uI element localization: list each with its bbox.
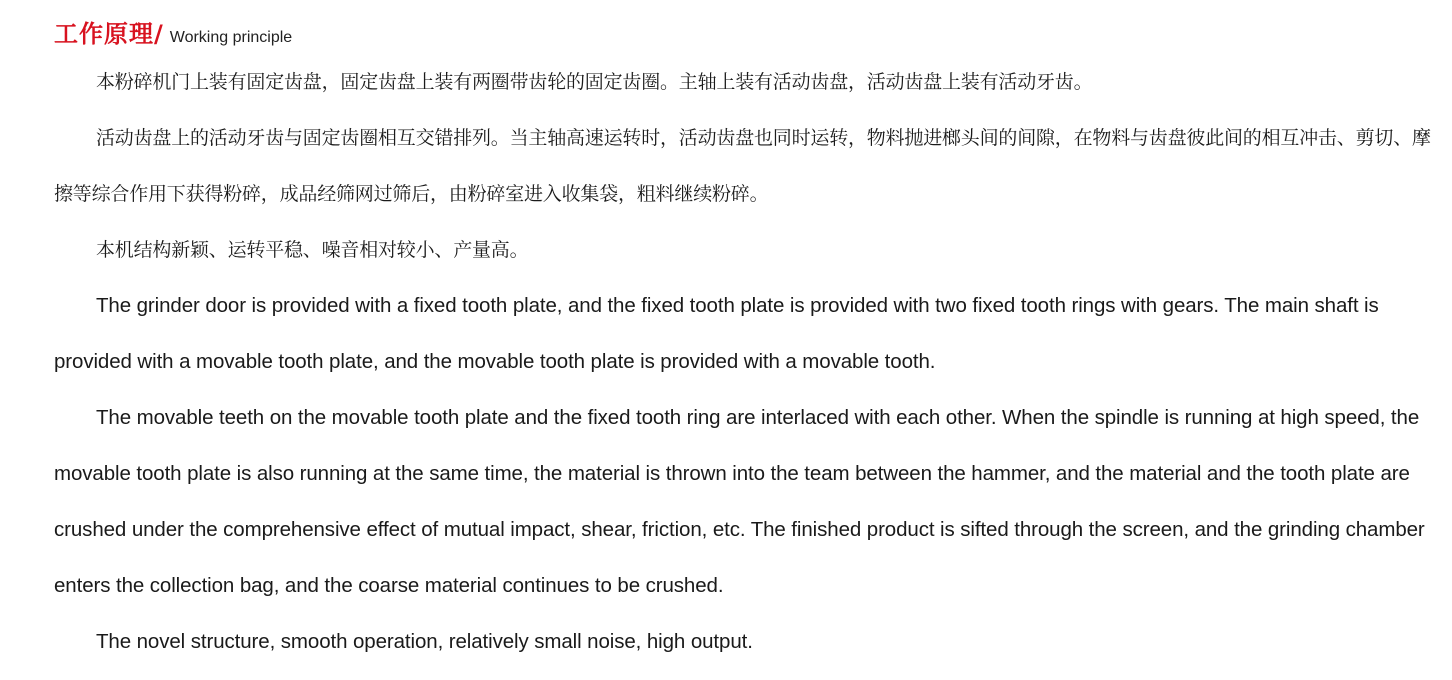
paragraph-cn-1: 本粉碎机门上装有固定齿盘，固定齿盘上装有两圈带齿轮的固定齿圈。主轴上装有活动齿盘，活动齿盘上装有活动牙齿。 (96, 71, 1093, 93)
heading-english: Working principle (169, 29, 293, 46)
content-section (54, 14, 1434, 670)
paragraph-cn-3: 本机结构新颖、运转平稳、噪音相对较小、产量高。 (96, 239, 529, 261)
heading-chinese: 工作原理/ (54, 20, 164, 48)
paragraph-en-2: The movable teeth on the movable tooth plate and the fixed tooth ring are interlaced with each other. When the spindle is running at high speed, the movable tooth plate is also running at the same time, the material is thrown into the team between the hammer, and the material and the tooth plate are crushed under the comprehensive effect of mutual impact, shear, friction, etc. The finished product is sifted through the screen, and the grinding chamber enters the collection bag, and the coarse material continues to be crushed. (54, 406, 1425, 597)
paragraph-en-1: The grinder door is provided with a fixed tooth plate, and the fixed tooth plate is provided with two fixed tooth rings with gears. The main shaft is provided with a movable tooth plate, and the movable tooth plate is provided with a movable tooth. (54, 294, 1379, 373)
paragraph-en-3: The novel structure, smooth operation, relatively small noise, high output. (96, 630, 753, 653)
section-heading (54, 14, 1434, 52)
paragraph-cn-2: 活动齿盘上的活动牙齿与固定齿圈相互交错排列。当主轴高速运转时，活动齿盘也同时运转，物料抛进榔头间的间隙，在物料与齿盘彼此间的相互冲击、剪切、摩擦等综合作用下获得粉碎，成品经筛网过筛后，由粉碎室进入收集袋，粗料继续粉碎。 (54, 127, 1431, 205)
